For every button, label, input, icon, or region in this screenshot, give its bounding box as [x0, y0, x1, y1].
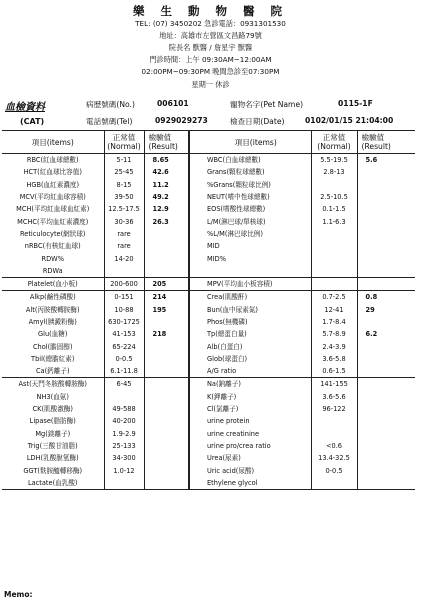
- item-name: MID: [207, 242, 220, 251]
- item-name: %Grans(顆粒球比例): [207, 180, 271, 189]
- normal-range: 1.1-6.3: [311, 215, 357, 227]
- item-name: A/G ratio: [207, 367, 237, 376]
- item-name: Tp(總蛋白量): [207, 330, 247, 339]
- result-value: [144, 316, 189, 328]
- result-value: [357, 477, 415, 490]
- normal-range: 3.6-5.6: [311, 391, 357, 403]
- result-value: [144, 391, 189, 403]
- normal-range: 0-151: [104, 291, 144, 304]
- item-name: Lactate(血乳酸): [2, 477, 104, 490]
- table-row: [2, 316, 415, 328]
- normal-range: 34-300: [104, 452, 144, 464]
- col-normal: 正常值 (Normal): [104, 131, 144, 154]
- table-row: [2, 265, 415, 278]
- item-name: Grans(顆粒球總數): [207, 168, 265, 177]
- normal-range: 30-36: [104, 215, 144, 227]
- result-value: [357, 252, 415, 264]
- normal-range: 1.9-2.9: [104, 428, 144, 440]
- table-row: [2, 464, 415, 476]
- result-value: 42.6: [144, 166, 189, 178]
- result-value: [357, 452, 415, 464]
- result-value: [144, 365, 189, 378]
- record-label: 病歷號碼(No.): [86, 100, 135, 109]
- normal-range: [104, 391, 144, 403]
- table-row: [2, 428, 415, 440]
- item-name: MCV(平均紅血球容積): [19, 193, 86, 202]
- item-name: RDWa: [42, 266, 63, 275]
- result-value: [357, 440, 415, 452]
- result-value: [357, 403, 415, 415]
- normal-range: 5-11: [104, 154, 144, 167]
- col-normal-2: 正常值 (Normal): [311, 131, 357, 154]
- item-name: MCH(平均紅血球血紅素): [16, 205, 90, 214]
- normal-range: 0-0.5: [311, 464, 357, 476]
- result-value: [357, 428, 415, 440]
- item-name: RDW%: [41, 254, 64, 263]
- normal-range: [311, 477, 357, 490]
- clinic-address: 地址：高雄市左營區文昌路79號: [159, 31, 262, 40]
- result-value: [357, 179, 415, 191]
- table-row: [2, 304, 415, 316]
- result-value: [144, 464, 189, 476]
- result-value: 5.6: [357, 154, 415, 167]
- result-value: [144, 353, 189, 365]
- normal-range: [311, 252, 357, 264]
- result-value: [357, 316, 415, 328]
- normal-range: <0.6: [311, 440, 357, 452]
- item-name: nRBC(有核紅血球): [24, 242, 81, 251]
- normal-range: [104, 477, 144, 490]
- result-value: [357, 215, 415, 227]
- table-row: [2, 452, 415, 464]
- result-value: 49.2: [144, 191, 189, 203]
- table-row: [2, 391, 415, 403]
- item-name: Ast(天門冬胺酸轉胺酶): [2, 378, 104, 391]
- result-value: [357, 166, 415, 178]
- result-value: [357, 265, 415, 278]
- result-value: 6.2: [357, 328, 415, 340]
- tel-number: 0929029273: [155, 116, 208, 125]
- clinic-hours-1: 門診時間：上午 09:30AM~12:00AM: [149, 55, 272, 64]
- table-header: [2, 131, 415, 154]
- item-name: Mg(鎂離子): [35, 429, 71, 438]
- normal-range: 12-41: [311, 304, 357, 316]
- result-value: [144, 428, 189, 440]
- pet-label: 寵物名字(Pet Name): [230, 100, 304, 109]
- table-row: [2, 340, 415, 352]
- item-name: Amyl(胰澱粉酶): [28, 318, 77, 326]
- result-value: 26.3: [144, 215, 189, 227]
- result-value: [357, 191, 415, 203]
- result-value: [144, 265, 189, 278]
- item-name: urine pro/crea ratio: [207, 441, 271, 450]
- table-row: [2, 403, 415, 415]
- memo: Memo:: [4, 590, 33, 599]
- item-name: Crea(肌酸酐): [201, 291, 311, 304]
- col-result-2: 檢驗值 (Result): [357, 131, 415, 154]
- item-name: Tbil(總膽紅素): [31, 354, 75, 363]
- normal-range: 0-0.5: [104, 353, 144, 365]
- normal-range: 12.5-17.5: [104, 203, 144, 215]
- normal-range: 1.7-8.4: [311, 316, 357, 328]
- table-row: [2, 415, 415, 427]
- item-name: Lipase(脂肪酶): [29, 417, 76, 426]
- result-value: [144, 415, 189, 427]
- normal-range: 41-153: [104, 328, 144, 340]
- normal-range: 141-155: [311, 378, 357, 391]
- result-value: [144, 403, 189, 415]
- item-name: Uric acid(尿酸): [207, 466, 255, 475]
- table-row: [2, 353, 415, 365]
- result-value: [144, 452, 189, 464]
- result-value: 8.65: [144, 154, 189, 167]
- normal-range: [311, 179, 357, 191]
- item-name: CK(肌酸激酶): [32, 405, 73, 414]
- normal-range: 10-88: [104, 304, 144, 316]
- item-name: Bun(血中尿素氮): [207, 305, 258, 314]
- normal-range: 6-45: [104, 378, 144, 391]
- report-title: 血檢資料: [5, 102, 45, 113]
- normal-range: 1.0-12: [104, 464, 144, 476]
- normal-range: 0.7-2.5: [311, 291, 357, 304]
- normal-range: 25-45: [104, 166, 144, 178]
- item-name: Phos(無機磷): [207, 318, 248, 326]
- result-value: [357, 240, 415, 252]
- result-value: 214: [144, 291, 189, 304]
- item-name: urine protein: [207, 417, 250, 426]
- col-result: 檢驗值 (Result): [144, 131, 189, 154]
- clinic-closed: 星期一 休診: [191, 80, 230, 89]
- item-name: MPV(平均血小板容積): [201, 277, 311, 290]
- table-row: [2, 191, 415, 203]
- item-name: urine creatinine: [207, 429, 260, 438]
- clinic-vets: 院長名 獸醫 / 詹星宇 獸醫: [168, 43, 253, 52]
- item-name: [201, 265, 311, 278]
- item-name: HGB(血紅素濃度): [26, 180, 80, 189]
- item-name: Alkp(鹼性磷酸): [2, 291, 104, 304]
- tel-label: 電話號碼(Tel): [86, 117, 133, 126]
- item-name: Alt(丙胺酸轉胺酶): [25, 305, 80, 314]
- result-value: [357, 203, 415, 215]
- exam-date: 0102/01/15 21:04:00: [305, 116, 394, 125]
- normal-range: 200-600: [104, 277, 144, 290]
- date-label: 檢查日期(Date): [230, 117, 285, 126]
- table-row: [2, 228, 415, 240]
- pet-name: 0115-1F: [338, 99, 373, 108]
- result-value: [144, 440, 189, 452]
- record-number: 006101: [157, 99, 189, 108]
- result-value: 12.9: [144, 203, 189, 215]
- item-name: NH3(血氨): [36, 392, 69, 401]
- normal-range: rare: [104, 240, 144, 252]
- result-value: [144, 240, 189, 252]
- item-name: Na(鈉離子): [201, 378, 311, 391]
- item-name: GGT(麩胺醯轉移酶): [23, 466, 83, 475]
- normal-range: 630-1725: [104, 316, 144, 328]
- normal-range: [311, 265, 357, 278]
- result-value: 205: [144, 277, 189, 290]
- table-row: [2, 477, 415, 490]
- normal-range: [311, 240, 357, 252]
- item-name: MID%: [207, 254, 226, 263]
- item-name: Trig(三酸甘油脂): [27, 441, 78, 450]
- table-row: [2, 440, 415, 452]
- result-value: 11.2: [144, 179, 189, 191]
- result-value: 218: [144, 328, 189, 340]
- table-row: [2, 166, 415, 178]
- item-name: HCT(紅血球比容值): [23, 168, 82, 177]
- table-row: [2, 154, 415, 167]
- item-name: L/M(淋巴球/單核球): [207, 217, 266, 226]
- species: (CAT): [20, 117, 45, 126]
- table-row: [2, 252, 415, 264]
- result-value: [357, 365, 415, 378]
- normal-range: 13.4-32.5: [311, 452, 357, 464]
- table-row: [2, 328, 415, 340]
- normal-range: 2.8-13: [311, 166, 357, 178]
- table-row: [2, 203, 415, 215]
- item-name: LDH(乳酸脫氫酶): [26, 454, 79, 463]
- normal-range: 39-50: [104, 191, 144, 203]
- normal-range: 40-200: [104, 415, 144, 427]
- result-value: [144, 340, 189, 352]
- result-value: 29: [357, 304, 415, 316]
- item-name: Ca(鈣離子): [35, 367, 70, 376]
- normal-range: [311, 415, 357, 427]
- result-value: 195: [144, 304, 189, 316]
- normal-range: 25-133: [104, 440, 144, 452]
- item-name: EOS(嗜酸性球總數): [207, 205, 266, 214]
- normal-range: 0.6-1.5: [311, 365, 357, 378]
- result-value: [357, 228, 415, 240]
- normal-range: 14-20: [104, 252, 144, 264]
- item-name: Reticulocyte(網狀球): [19, 229, 86, 238]
- item-name: K(鉀離子): [207, 392, 237, 401]
- normal-range: 2.5-10.5: [311, 191, 357, 203]
- result-value: [357, 415, 415, 427]
- item-name: Cl(氯離子): [207, 405, 239, 414]
- normal-range: 0.1-1.5: [311, 203, 357, 215]
- item-name: Ethylene glycol: [201, 477, 311, 490]
- result-value: [357, 378, 415, 391]
- normal-range: 5.7-8.9: [311, 328, 357, 340]
- result-value: [144, 228, 189, 240]
- item-name: Chol(膽固醇): [32, 342, 73, 351]
- col-item-2: 項目(items): [201, 131, 311, 154]
- normal-range: [311, 428, 357, 440]
- item-name: Glu(血糖): [38, 330, 68, 339]
- table-row: [2, 291, 415, 304]
- clinic-name: 樂 生 動 物 醫 院: [132, 4, 289, 18]
- normal-range: [311, 277, 357, 290]
- result-value: [144, 477, 189, 490]
- item-name: Glob(球蛋白): [207, 354, 248, 363]
- normal-range: 8-15: [104, 179, 144, 191]
- normal-range: rare: [104, 228, 144, 240]
- table-row: [2, 215, 415, 227]
- item-name: Alb(白蛋白): [207, 342, 243, 351]
- clinic-tel: TEL: (07) 3450202 急診電話：0931301530: [135, 19, 286, 28]
- item-name: WBC(白血球總數): [207, 156, 261, 165]
- result-value: [357, 340, 415, 352]
- normal-range: [104, 265, 144, 278]
- result-value: [357, 277, 415, 290]
- item-name: MCHC(平均血紅素濃度): [17, 217, 89, 226]
- item-name: Urea(尿素): [207, 454, 241, 463]
- result-value: [357, 464, 415, 476]
- normal-range: 96-122: [311, 403, 357, 415]
- table-row: [2, 179, 415, 191]
- normal-range: [311, 228, 357, 240]
- clinic-hours-2: 02:00PM~09:30PM 晚間急診至07:30PM: [141, 67, 280, 76]
- table-row: [2, 240, 415, 252]
- normal-range: 3.6-5.8: [311, 353, 357, 365]
- result-value: [357, 391, 415, 403]
- normal-range: 49-588: [104, 403, 144, 415]
- normal-range: 2.4-3.9: [311, 340, 357, 352]
- table-row: [2, 365, 415, 378]
- item-name: NEUT(嗜中性球總數): [207, 193, 270, 202]
- result-value: [357, 353, 415, 365]
- result-value: [144, 252, 189, 264]
- item-name: RBC(紅血球總數): [26, 156, 79, 165]
- result-value: [144, 378, 189, 391]
- lab-results-table: [2, 130, 415, 490]
- normal-range: 6.1-11.8: [104, 365, 144, 378]
- result-value: 0.8: [357, 291, 415, 304]
- normal-range: 5.5-19.5: [311, 154, 357, 167]
- item-name: %L/M(淋巴球比例): [207, 229, 263, 238]
- table-row: [2, 378, 415, 391]
- item-name: Platelet(血小板): [2, 277, 104, 290]
- table-row: [2, 277, 415, 290]
- col-item: 項目(items): [2, 131, 104, 154]
- normal-range: 65-224: [104, 340, 144, 352]
